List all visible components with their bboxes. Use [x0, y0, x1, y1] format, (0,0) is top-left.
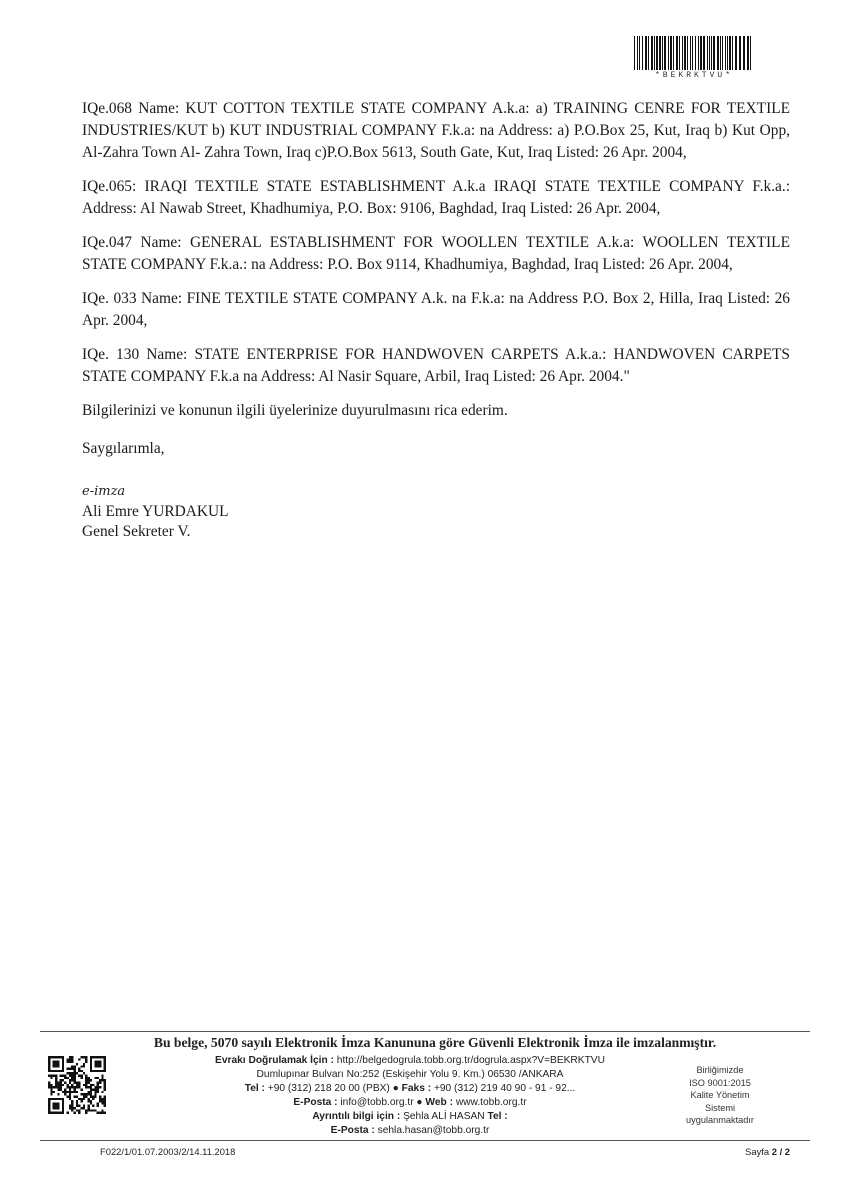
entry-paragraph: IQe. 130 Name: STATE ENTERPRISE FOR HANDWOVEN CARPETS A.k.a.: HANDWOVEN CARPETS STATE COMPANY F.k.a na Address: Al Nasir Square, Arbil, Iraq Listed: 26 Apr. 2004." — [82, 346, 790, 385]
signer-title: Genel Sekreter V. — [82, 523, 191, 540]
entry-paragraph: IQe.047 Name: GENERAL ESTABLISHMENT FOR WOOLLEN TEXTILE A.k.a: WOOLLEN TEXTILE STATE COMPANY F.k.a.: na Address: P.O. Box 9114, Khadhumiya, Baghdad, Iraq Listed: 26 Apr. 2004, — [82, 234, 790, 273]
eimza-mark: e-imza — [82, 484, 126, 499]
contact-label: Ayrıntılı bilgi için : — [312, 1111, 401, 1122]
iso-line: Sistemi — [704, 1102, 736, 1113]
contact-email-label: E-Posta : — [330, 1125, 375, 1136]
address-line: Dumlupınar Bulvarı No:252 (Eskişehir Yolu 9. Km.) 06530 /ANKARA — [256, 1069, 564, 1080]
letter-body — [82, 98, 790, 542]
closing-text: Bilgilerinizi ve konunun ilgili üyelerinize duyurulmasını rica ederim. — [82, 402, 508, 419]
footer-meta — [40, 1144, 810, 1160]
iso-line: ISO 9001:2015 — [689, 1077, 751, 1088]
tel-value: +90 (312) 218 20 00 (PBX) — [267, 1083, 390, 1094]
signature-block — [82, 484, 790, 542]
web-label: Web : — [425, 1097, 453, 1108]
signer-name: Ali Emre YURDAKUL — [82, 503, 229, 520]
entry-paragraph: IQe. 033 Name: FINE TEXTILE STATE COMPANY A.k. na F.k.a: na Address P.O. Box 2, Hilla, Iraq Listed: 26 Apr. 2004, — [82, 290, 790, 329]
iso-notice — [670, 1064, 770, 1127]
verify-label: Evrakı Doğrulamak İçin : — [215, 1055, 334, 1066]
email-label: E-Posta : — [293, 1097, 338, 1108]
web-link[interactable]: www.tobb.org.tr — [455, 1097, 527, 1108]
iso-line: Kalite Yönetim — [690, 1090, 750, 1100]
iso-line: uygulanmaktadır — [686, 1115, 754, 1125]
tel-label: Tel : — [244, 1083, 265, 1094]
barcode-image — [634, 36, 754, 70]
contact-lines: Evrakı Doğrulamak İçin : http://belgedogrula.tobb.org.tr/dogrula.aspx?V=BEKRKTVU Dumlupınar Bulvarı No:252 (Eskişehir Yolu 9. Km.) 06530 /ANKARA Tel : +90 (312) 218 20 00 (PBX) ● Faks : +90 (312) 219 40 90 - 91 - 92... E-Posta : info@tobb.org.tr ● Web : www.tobb.org.tr Ayrıntılı bilgi için : Şehla ALİ HASAN Tel : E-Posta : sehla.hasan@tobb.org.tr — [160, 1054, 660, 1138]
footer-bottom-rule — [40, 1140, 810, 1141]
contact-name: Şehla ALİ HASAN — [403, 1111, 485, 1122]
fax-value: +90 (312) 219 40 90 - 91 - 92... — [433, 1083, 576, 1094]
fax-label: Faks : — [401, 1083, 432, 1094]
barcode-code: *BEKRKTVU* — [654, 71, 733, 80]
email-link[interactable]: info@tobb.org.tr — [340, 1097, 414, 1108]
entry-paragraph: IQe.065: IRAQI TEXTILE STATE ESTABLISHMENT A.k.a IRAQI STATE TEXTILE COMPANY F.k.a.: Address: Al Nawab Street, Khadhumiya, P.O. Box: 9106, Baghdad, Iraq Listed: 26 Apr. 2004, — [82, 178, 790, 217]
contact-email-link[interactable]: sehla.hasan@tobb.org.tr — [377, 1125, 490, 1136]
iso-line: Birliğimizde — [696, 1065, 744, 1075]
regards-text: Saygılarımla, — [82, 440, 165, 457]
page-label: Sayfa — [745, 1146, 770, 1157]
footer-info — [40, 1054, 810, 1140]
esign-notice: Bu belge, 5070 sayılı Elektronik İmza Kanununa göre Güvenli Elektronik İmza ile imzalanmıştır. — [153, 1035, 717, 1050]
document-footer — [40, 1031, 810, 1160]
verify-link[interactable]: http://belgedogrula.tobb.org.tr/dogrula.aspx?V=BEKRKTVU — [336, 1055, 605, 1066]
contact-tel-label: Tel : — [487, 1111, 508, 1122]
qr-code — [48, 1056, 106, 1114]
entry-paragraph: IQe.068 Name: KUT COTTON TEXTILE STATE COMPANY A.k.a: a) TRAINING CENRE FOR TEXTILE INDUSTRIES/KUT b) KUT INDUSTRIAL COMPANY F.k.a: na Address: a) P.O.Box 25, Kut, Iraq b) Kut Opp, Al-Zahra Town Al- Zahra Town, Iraq c)P.O.Box 5613, South Gate, Kut, Iraq Listed: 26 Apr. 2004, — [82, 100, 790, 161]
page-value: 2 / 2 — [771, 1146, 790, 1157]
page-indicator — [745, 1146, 790, 1157]
form-reference: F022/1/01.07.2003/2/14.11.2018 — [100, 1146, 236, 1157]
